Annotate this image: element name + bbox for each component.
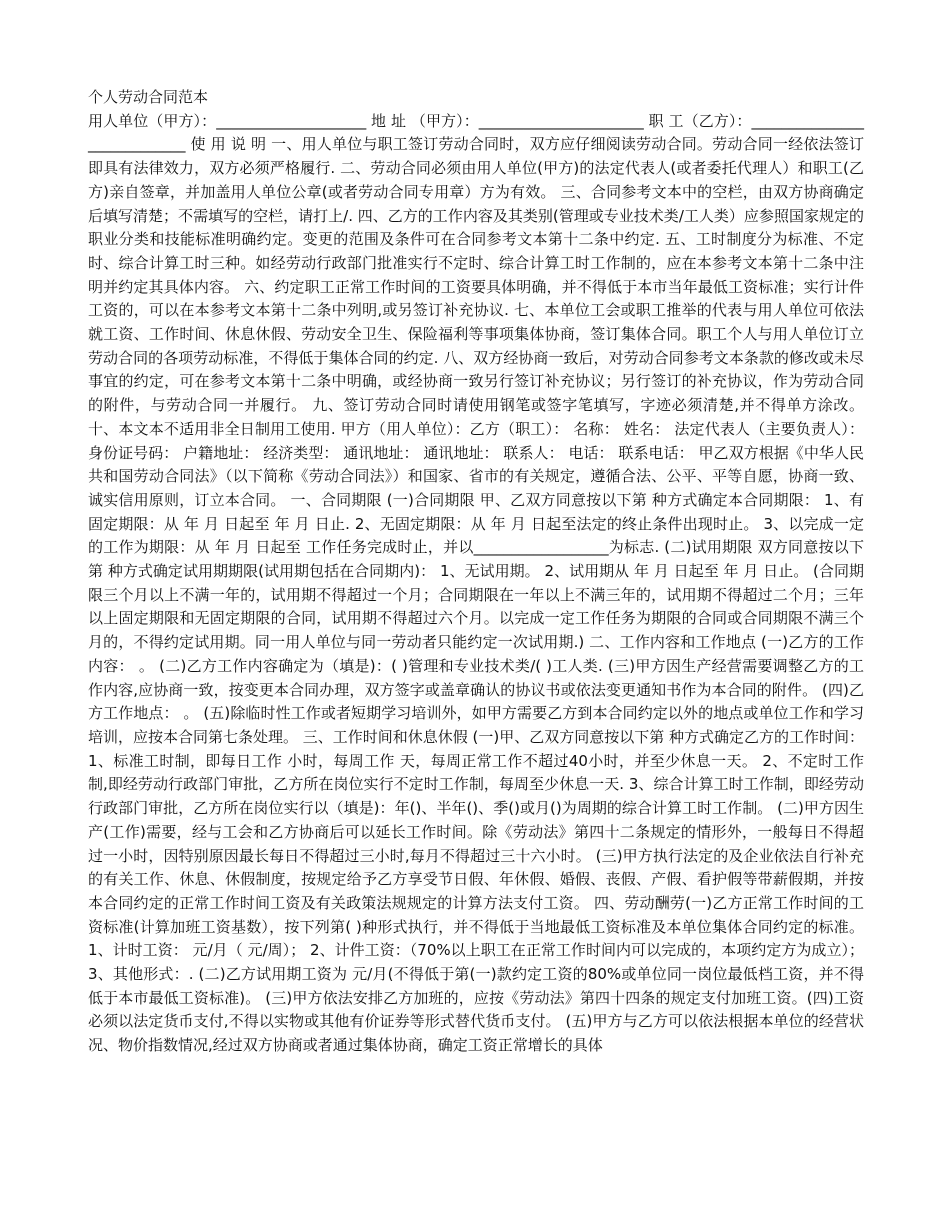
- document-page: [88, 86, 864, 1058]
- document-title: 个人劳动合同范本: [88, 88, 209, 106]
- document-body: 用人单位（甲方）：____________________ 地 址 （甲方）：______________________ 职 工（乙方）：____________________________ 使 用 说 明 一、用人单位与职工签订劳动合同时，双方应仔细阅读劳动合同。劳动合同一经依法签订即具有法律效力，双方必须严格履行. 二、劳动合同必须由用人单位(甲方)的法定代表人(或者委托代理人）和职工(乙方)亲自签章，并加盖用人单位公章(或者劳动合同专用章）方为有效。 三、合同参考文本中的空栏，由双方协商确定后填写清楚；不需填写的空栏，请打上/. 四、乙方的工作内容及其类别(管理或专业技术类/工人类）应参照国家规定的职业分类和技能标准明确约定。变更的范围及条件可在合同参考文本第十二条中约定. 五、工时制度分为标准、不定时、综合计算工时三种。如经劳动行政部门批准实行不定时、综合计算工时工作制的，应在本参考文本第十二条中注明并约定其具体内容。 六、约定职工正常工作时间的工资要具体明确，并不得低于本市当年最低工资标准；实行计件工资的，可以在本参考文本第十二条中列明,或另签订补充协议. 七、本单位工会或职工推举的代表与用人单位可依法就工资、工作时间、休息休假、劳动安全卫生、保险福利等事项集体协商，签订集体合同。职工个人与用人单位订立劳动合同的各项劳动标准，不得低于集体合同的约定. 八、双方经协商一致后，对劳动合同参考文本条款的修改或未尽事宜的约定，可在参考文本第十二条中明确，或经协商一致另行签订补充协议；另行签订的补充协议，作为劳动合同的附件，与劳动合同一并履行。 九、签订劳动合同时请使用钢笔或签字笔填写，字迹必须清楚,并不得单方涂改。 十、本文本不适用非全日制用工使用. 甲方（用人单位）：乙方（职工）： 名称： 姓名： 法定代表人（主要负责人）： 身份证号码： 户籍地址： 经济类型： 通讯地址： 通讯地址： 联系人： 电话： 联系电话： 甲乙双方根据《中华人民共和国劳动合同法》（以下简称《劳动合同法》）和国家、省市的有关规定，遵循合法、公平、平等自愿，协商一致、诚实信用原则，订立本合同。 一、合同期限 (一)合同期限 甲、乙双方同意按以下第 种方式确定本合同期限： 1、有固定期限：从 年 月 日起至 年 月 日止. 2、无固定期限：从 年 月 日起至法定的终止条件出现时止。 3、以完成一定的工作为期限：从 年 月 日起至 工作任务完成时止，并以__________________为标志. (二)试用期限 双方同意按以下第 种方式确定试用期期限(试用期包括在合同期内)： 1、无试用期。 2、试用期从 年 月 日起至 年 月 日止。 (合同期限三个月以上不满一年的，试用期不得超过一个月；合同期限在一年以上不满三年的，试用期不得超过二个月；三年以上固定期限和无固定期限的合同，试用期不得超过六个月。以完成一定工作任务为期限的合同或合同期限不满三个月的，不得约定试用期。同一用人单位与同一劳动者只能约定一次试用期.) 二、工作内容和工作地点 (一)乙方的工作内容： 。 (二)乙方工作内容确定为（填是)：( )管理和专业技术类/( )工人类. (三)甲方因生产经营需要调整乙方的工作内容,应协商一致，按变更本合同办理，双方签字或盖章确认的协议书或依法变更通知书作为本合同的附件。 (四)乙方工作地点： 。 (五)除临时性工作或者短期学习培训外，如甲方需要乙方到本合同约定以外的地点或单位工作和学习培训，应按本合同第七条处理。 三、工作时间和休息休假 (一)甲、乙双方同意按以下第 种方式确定乙方的工作时间： 1、标准工时制，即每日工作 小时，每周工作 天，每周正常工作不超过40小时，并至少休息一天。 2、不定时工作制,即经劳动行政部门审批，乙方所在岗位实行不定时工作制，每周至少休息一天. 3、综合计算工时工作制，即经劳动行政部门审批，乙方所在岗位实行以（填是)：年()、半年()、季()或月()为周期的综合计算工时工作制。 (二)甲方因生产(工作)需要，经与工会和乙方协商后可以延长工作时间。除《劳动法》第四十二条规定的情形外，一般每日不得超过一小时，因特别原因最长每日不得超过三小时,每月不得超过三十六小时。 (三)甲方执行法定的及企业依法自行补充的有关工作、休息、休假制度，按规定给予乙方享受节日假、年休假、婚假、丧假、产假、看护假等带薪假期，并按本合同约定的正常工作时间工资及有关政策法规规定的计算方法支付工资。 四、劳动酬劳(一)乙方正常工作时间的工资标准(计算加班工资基数），按下列第( )种形式执行，并不得低于当地最低工资标准及本单位集体合同约定的标准。 1、计时工资： 元/月（ 元/周）； 2、计件工资：（70%以上职工在正常工作时间内可以完成的，本项约定方为成立）； 3、其他形式：. (二)乙方试用期工资为 元/月(不得低于第(一)款约定工资的80%或单位同一岗位最低档工资，并不得低于本市最低工资标准)。 (三)甲方依法安排乙方加班的，应按《劳动法》第四十四条的规定支付加班工资。(四)工资必须以法定货币支付,不得以实物或其他有价证券等形式替代货币支付。 (五)甲方与乙方可以依法根据本单位的经营状况、物价指数情况,经过双方协商或者通过集体协商，确定工资正常增长的具体: [88, 111, 865, 1055]
